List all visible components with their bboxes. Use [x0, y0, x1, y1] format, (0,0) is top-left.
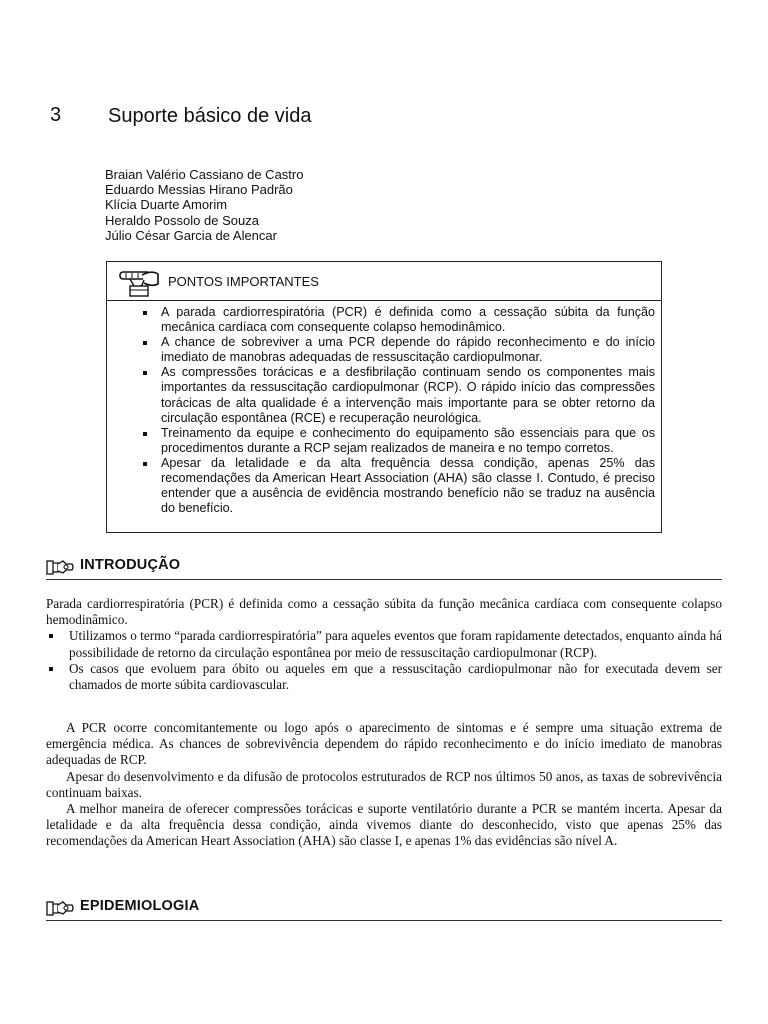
author-name: Klícia Duarte Amorim: [105, 197, 228, 213]
list-item: Utilizamos o termo “parada cardiorrespiratória” para aqueles eventos que foram rapidamente detectados, enquanto ainda há possibilidade de retorno da circulação espontânea por meio de ressuscitação cardiopulmonar (RCP).: [46, 628, 722, 660]
pointing-hand-icon: [118, 264, 164, 303]
author-name: Júlio César Garcia de Alencar: [105, 227, 277, 243]
key-point-item: A parada cardiorrespiratória (PCR) é definida como a cessação súbita da função mecânica cardíaca com consequente colapso hemodinâmico.: [141, 305, 655, 335]
introduction-bullets: [46, 628, 722, 693]
introduction-paragraphs: [46, 720, 722, 850]
pointing-hand-icon: [46, 558, 76, 581]
chapter-number: 3: [50, 104, 62, 126]
key-points-header: [107, 262, 661, 301]
introduction-body: [46, 596, 722, 693]
introduction-title: INTRODUÇÃO: [80, 557, 181, 573]
author-name: Eduardo Messias Hirano Padrão: [105, 182, 293, 198]
key-point-item: Apesar da letalidade e da alta frequência dessa condição, apenas 25% das recomendações da American Heart Association (AHA) são classe I. Contudo, é preciso entender que a ausência de evidência mostrando benefício não se traduz na ausência do benefício.: [141, 456, 655, 516]
key-point-item: As compressões torácicas e a desfibrilação continuam sendo os componentes mais importantes da ressuscitação cardiopulmonar (RCP). O rápido início das compressões torácicas de alta qualidade é a intervenção mais importante para se obter retorno da circulação espontânea (RCE) e recuperação neurológica.: [141, 365, 655, 425]
paragraph: A melhor maneira de oferecer compressões torácicas e suporte ventilatório durante a PCR se mantém incerta. Apesar da letalidade e da alta frequência dessa condição, ainda vivemos diante do desconhecido, visto que apenas 25% das recomendações da American Heart Association (AHA) são classe I, e apenas 1% das evidências são nível A.: [46, 801, 722, 849]
pointing-hand-icon: [46, 899, 76, 922]
author-list: [105, 167, 303, 243]
epidemiology-heading: [46, 898, 722, 921]
key-point-item: A chance de sobreviver a uma PCR depende do rápido reconhecimento e do início imediato de manobras adequadas de ressuscitação cardiopulmonar.: [141, 335, 655, 365]
paragraph: A PCR ocorre concomitantemente ou logo após o aparecimento de sintomas e é sempre uma situação extrema de emergência médica. As chances de sobrevivência dependem do rápido reconhecimento e do início imediato de manobras adequadas de RCP.: [46, 720, 722, 768]
key-point-item: Treinamento da equipe e conhecimento do equipamento são essenciais para que os procedimentos durante a RCP sejam realizados de maneira e no tempo corretos.: [141, 426, 655, 456]
author-name: Braian Valério Cassiano de Castro: [105, 167, 304, 182]
introduction-lead: Parada cardiorrespiratória (PCR) é definida como a cessação súbita da função mecânica cardíaca com consequente colapso hemodinâmico.: [46, 596, 722, 628]
key-points-list: [141, 305, 655, 516]
paragraph: Apesar do desenvolvimento e da difusão de protocolos estruturados de RCP nos últimos 50 anos, as taxas de sobrevivência continuam baixas.: [46, 768, 722, 800]
key-points-title: PONTOS IMPORTANTES: [168, 274, 319, 289]
author-name: Heraldo Possolo de Souza: [105, 212, 259, 228]
chapter-title: Suporte básico de vida: [108, 105, 312, 127]
epidemiology-title: EPIDEMIOLOGIA: [80, 898, 200, 914]
introduction-heading: [46, 557, 722, 580]
list-item: Os casos que evoluem para óbito ou aqueles em que a ressuscitação cardiopulmonar não for executada devem ser chamados de morte súbita cardiovascular.: [46, 661, 722, 693]
key-points-box: [106, 261, 662, 533]
